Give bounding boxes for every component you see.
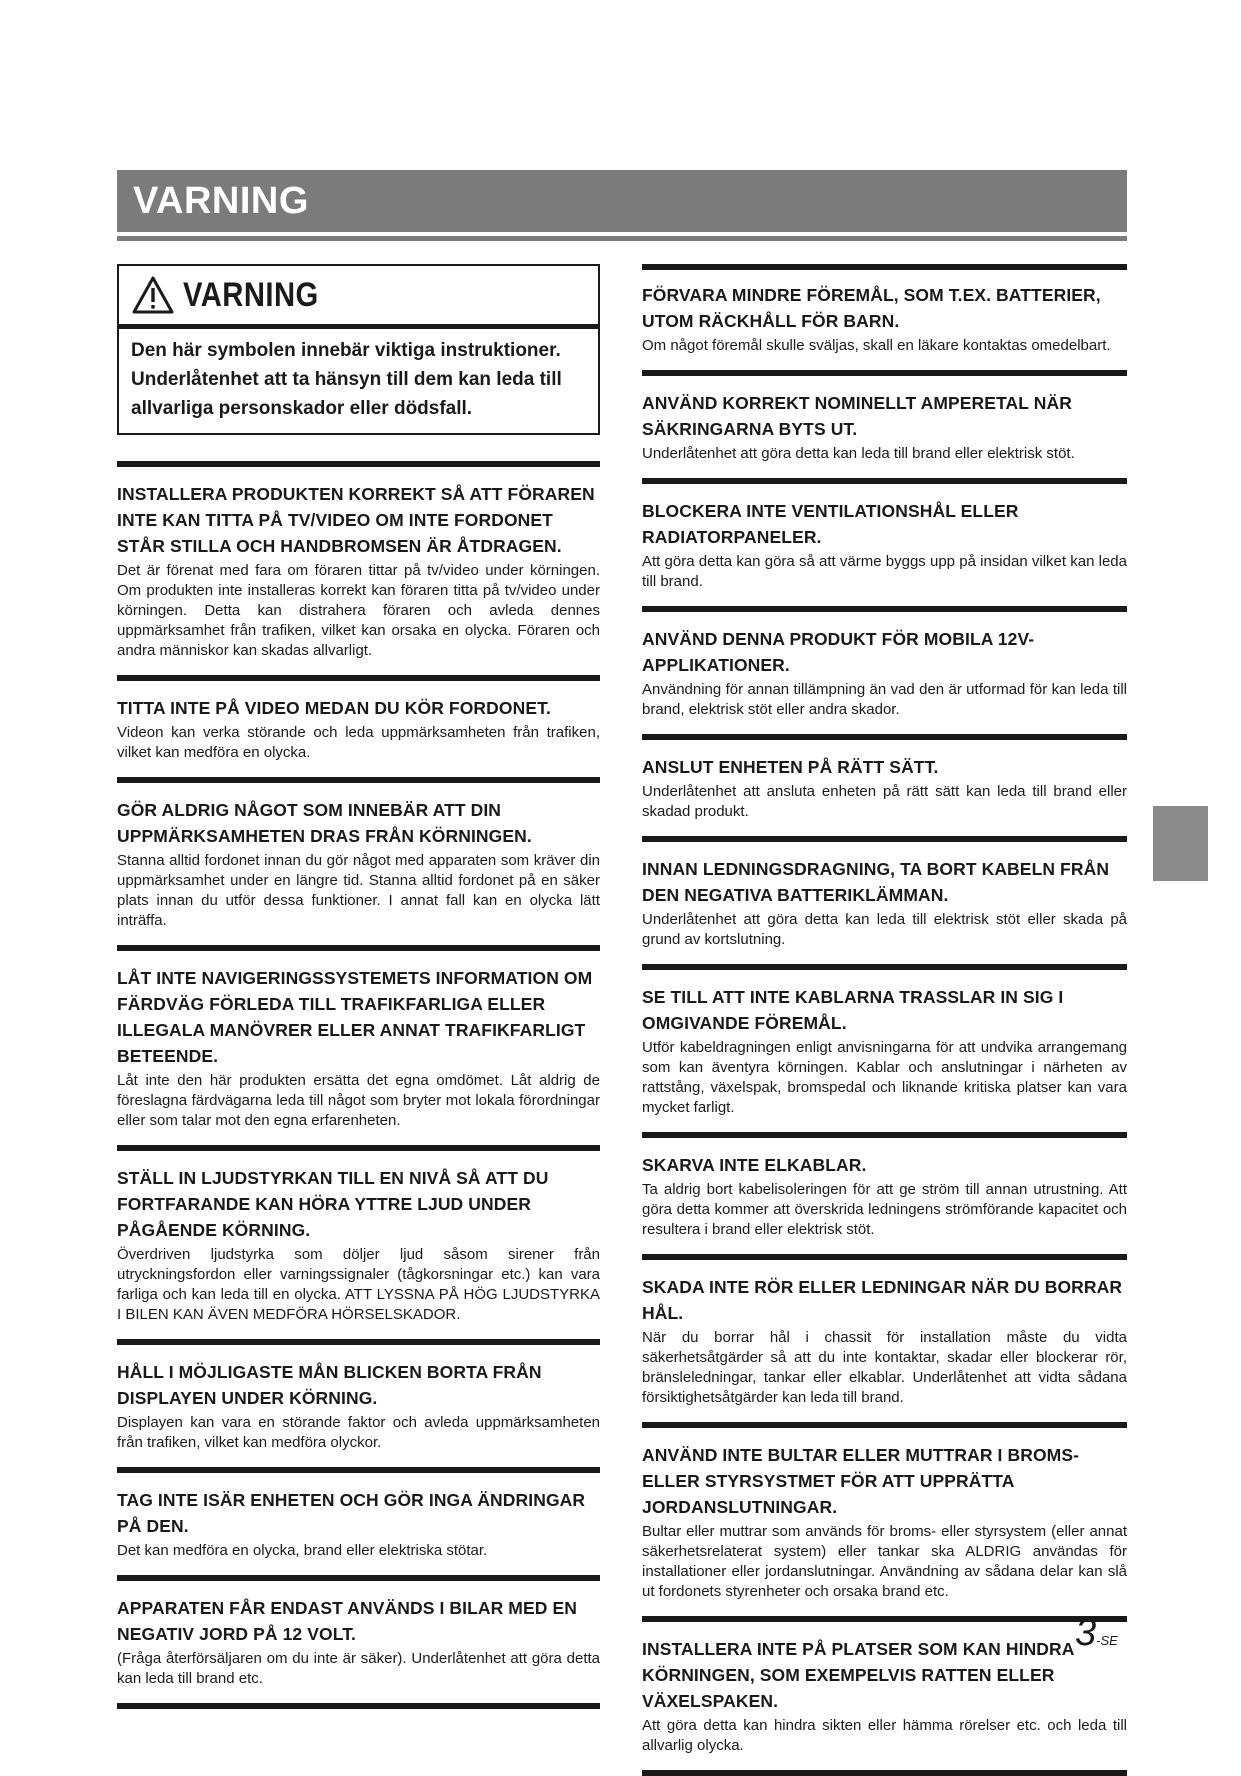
section-body: Underlåtenhet att göra detta kan leda till elektrisk stöt eller skada på grund av kortslutning. [642,911,1127,948]
section-heading: ANVÄND KORREKT NOMINELLT AMPERETAL NÄR SÄKRINGARNA BYTS UT. [642,393,1072,439]
section-heading: FÖRVARA MINDRE FÖREMÅL, SOM T.EX. BATTERIER, UTOM RÄCKHÅLL FÖR BARN. [642,285,1101,331]
warning-section [642,370,1127,478]
section-heading: SKADA INTE RÖR ELLER LEDNINGAR NÄR DU BORRAR HÅL. [642,1277,1123,1323]
warning-section [117,1145,600,1339]
warning-section [117,461,600,675]
section-heading: INNAN LEDNINGSDRAGNING, TA BORT KABELN FRÅN DEN NEGATIVA BATTERIKLÄMMAN. [642,859,1110,905]
warning-section [642,734,1127,836]
warning-section [642,836,1127,964]
warning-description: Den här symbolen innebär viktiga instruktioner. Underlåtenhet att ta hänsyn till dem kan leda till allvarliga personskador eller dödsfall. [131,340,562,419]
left-sections [117,461,600,1709]
section-body: Om något föremål skulle sväljas, skall en läkare kontaktas omedelbart. [642,337,1111,354]
warning-section [117,1339,600,1467]
warning-section [117,945,600,1145]
section-body: Underlåtenhet att ansluta enheten på rätt sätt kan leda till brand eller skadad produkt. [642,783,1127,820]
section-body: Videon kan verka störande och leda uppmärksamheten från trafiken, vilket kan medföra en olycka. [117,724,600,761]
section-heading: HÅLL I MÖJLIGASTE MÅN BLICKEN BORTA FRÅN DISPLAYEN UNDER KÖRNING. [117,1362,542,1408]
section-heading: ANVÄND DENNA PRODUKT FÖR MOBILA 12V-APPLIKATIONER. [642,629,1035,675]
warning-section [642,1422,1127,1616]
section-body: Att göra detta kan göra så att värme byggs upp på insidan vilket kan leda till brand. [642,553,1127,590]
section-heading: TAG INTE ISÄR ENHETEN OCH GÖR INGA ÄNDRINGAR PÅ DEN. [117,1490,586,1536]
warning-section [642,1254,1127,1422]
warning-section [117,1575,600,1703]
section-heading: SE TILL ATT INTE KABLARNA TRASSLAR IN SIG I OMGIVANDE FÖREMÅL. [642,987,1064,1033]
page-banner [117,170,1127,232]
section-heading: TITTA INTE PÅ VIDEO MEDAN DU KÖR FORDONET. [117,698,551,718]
warning-section [117,777,600,945]
warning-triangle-icon [131,275,175,315]
section-heading: INSTALLERA INTE PÅ PLATSER SOM KAN HINDRA KÖRNINGEN, SOM EXEMPELVIS RATTEN ELLER VÄXELSPAKEN. [642,1639,1074,1711]
warning-section [117,675,600,777]
column-end-rule [117,1703,600,1709]
section-body: Att göra detta kan hindra sikten eller hämma rörelser etc. och leda till allvarlig olycka. [642,1717,1127,1754]
warning-section [642,264,1127,370]
warning-section [117,1467,600,1575]
section-body: Det är förenat med fara om föraren tittar på tv/video under körningen. Om produkten inte installeras korrekt kan föraren titta på tv/video under körningen. Detta kan distrahera föraren och avleda dennes uppmärksamhet från trafiken, vilket kan orsaka en olycka. Föraren och andra människor kan skadas allvarligt. [117,562,600,659]
section-heading: INSTALLERA PRODUKTEN KORREKT SÅ ATT FÖRAREN INTE KAN TITTA PÅ TV/VIDEO OM INTE FORDONET STÅR STILLA OCH HANDBROMSEN ÄR ÅTDRAGEN. [117,484,595,556]
section-body: (Fråga återförsäljaren om du inte är säker). Underlåtenhet att göra detta kan leda till brand etc. [117,1650,600,1687]
section-body: Ta aldrig bort kabelisoleringen för att ge ström till annan utrustning. Att göra detta kommer att överskrida ledningens strömförande kapacitet och resultera i brand eller elektrisk stöt. [642,1181,1127,1238]
page-number [1075,1612,1118,1655]
page-number-suffix: -SE [1096,1633,1118,1648]
warning-section [642,1132,1127,1254]
section-heading: ANVÄND INTE BULTAR ELLER MUTTRAR I BROMS- ELLER STYRSYSTMET FÖR ATT UPPRÄTTA JORDANSLUTNINGAR. [642,1445,1080,1517]
right-column [642,264,1127,1776]
warning-section [642,478,1127,606]
warning-section [642,606,1127,734]
section-heading: GÖR ALDRIG NÅGOT SOM INNEBÄR ATT DIN UPPMÄRKSAMHETEN DRAS FRÅN KÖRNINGEN. [117,800,532,846]
warning-header [119,266,598,329]
section-body: Underlåtenhet att göra detta kan leda till brand eller elektrisk stöt. [642,445,1075,462]
section-body: Överdriven ljudstyrka som döljer ljud såsom sirener från utryckningsfordon eller varningssignaler (tågkorsningar etc.) kan vara farliga och kan leda till en olycka. ATT LYSSNA PÅ HÖG LJUDSTYRKA I BILEN KAN ÄVEN MEDFÖRA HÖRSELSKADOR. [117,1246,600,1323]
section-body: Stanna alltid fordonet innan du gör något med apparaten som kräver din uppmärksamhet under en längre tid. Stanna alltid fordonet på en säker plats innan du utför dessa funktioner. I annat fall kan en olycka lätt inträffa. [117,852,600,929]
page-number-value: 3 [1075,1612,1097,1654]
section-body: Bultar eller muttrar som används för broms- eller styrsystem (eller annat säkerhetsrelaterat system) eller tankar ska ALDRIG användas för installationer eller jordanslutningar. Användning av sådana delar kan slå ut fordonets styrenheter och orsaka brand etc. [642,1523,1127,1600]
right-sections [642,264,1127,1776]
banner-title: VARNING [133,180,309,222]
section-body: När du borrar hål i chassit för installation måste du vidta säkerhetsåtgärder så att du inte kontaktar, skadar eller blockerar rör, bränsleledningar, tankar eller elkablar. Underlåtenhet att vidta sådana försiktighetsåtgärder kan leda till brand. [642,1329,1127,1406]
section-tab-marker [1153,806,1208,881]
section-body: Användning för annan tillämpning än vad den är utformad för kan leda till brand, elektrisk stöt eller andra skador. [642,681,1127,718]
left-column [117,264,600,1709]
section-heading: APPARATEN FÅR ENDAST ANVÄNDS I BILAR MED EN NEGATIV JORD PÅ 12 VOLT. [117,1598,577,1644]
section-heading: SKARVA INTE ELKABLAR. [642,1155,867,1175]
warning-box [117,264,600,435]
section-body: Utför kabeldragningen enligt anvisningarna för att undvika arrangemang som kan äventyra körningen. Kablar och anslutningar i närheten av rattstång, växelspak, bromspedal och liknande kritiska platser kan vara mycket farligt. [642,1039,1127,1116]
section-heading: ANSLUT ENHETEN PÅ RÄTT SÄTT. [642,757,939,777]
section-body: Det kan medföra en olycka, brand eller elektriska stötar. [117,1542,488,1559]
section-heading: STÄLL IN LJUDSTYRKAN TILL EN NIVÅ SÅ ATT DU FORTFARANDE KAN HÖRA YTTRE LJUD UNDER PÅGÅENDE KÖRNING. [117,1168,549,1240]
column-end-rule [642,1770,1127,1776]
section-heading: BLOCKERA INTE VENTILATIONSHÅL ELLER RADIATORPANELER. [642,501,1019,547]
warning-section [642,1616,1127,1770]
section-body: Låt inte den här produkten ersätta det egna omdömet. Låt aldrig de föreslagna färdvägarna leda till något som bryter mot lokala förordningar eller som talar mot den egna erfarenheten. [117,1072,600,1129]
warning-section [642,964,1127,1132]
section-heading: LÅT INTE NAVIGERINGSSYSTEMETS INFORMATION OM FÄRDVÄG FÖRLEDA TILL TRAFIKFARLIGA ELLER ILLEGALA MANÖVRER ELLER ANNAT TRAFIKFARLIGT BETEENDE. [117,968,593,1066]
banner-rule [117,236,1127,241]
section-body: Displayen kan vara en störande faktor och avleda uppmärksamheten från trafiken, vilket kan medföra olyckor. [117,1414,600,1451]
warning-title: VARNING [183,275,319,314]
